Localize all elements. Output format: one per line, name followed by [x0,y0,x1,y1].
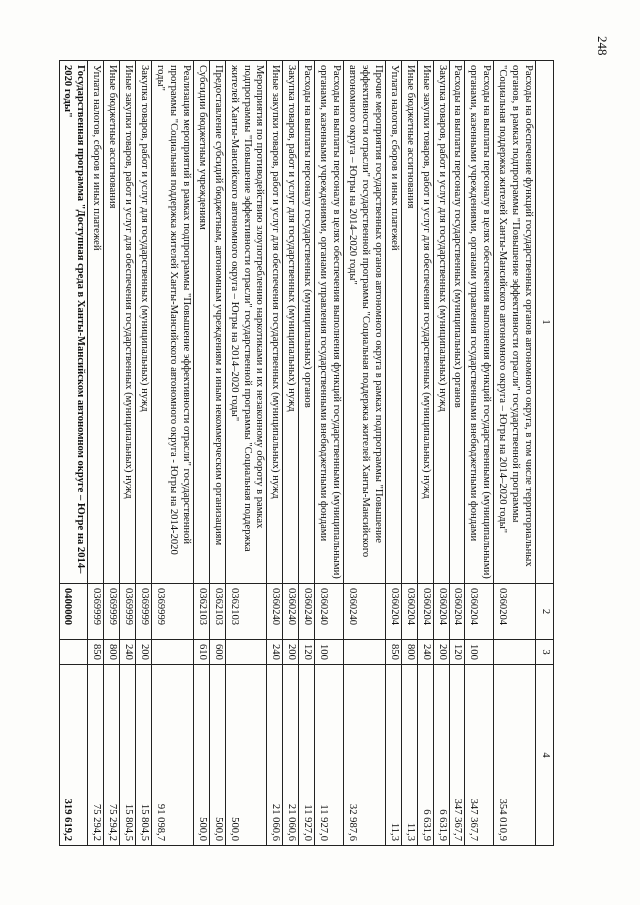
table-row [88,61,104,846]
table-row [299,61,315,846]
row-expense-type: 100 [315,640,344,665]
header-col-2: 2 [536,584,554,640]
row-code: 0360240 [344,584,386,640]
row-name: Иные закупки товаров, работ и услуг для обеспечения государственных (муниципальных) нужд [267,61,283,584]
table-row [193,61,209,846]
row-amount: 319 619,2 [59,665,88,846]
row-amount: 500,0 [225,665,267,846]
table-row [152,61,194,846]
row-name: Расходы на выплаты персоналу в целях обеспечения выполнения функций государственными (муниципальными) органами, казенными учреждениями, органами управления государственными внебюджетными фондами [315,61,344,584]
row-code: 0369999 [88,584,104,640]
header-col-1: 1 [536,61,554,584]
row-name: Закупка товаров, работ и услуг для государственных (муниципальных) нужд [433,61,449,584]
row-name: Закупка товаров, работ и услуг для государственных (муниципальных) нужд [283,61,299,584]
row-expense-type: 240 [120,640,136,665]
header-row [536,61,554,846]
row-expense-type: 600 [209,640,225,665]
row-code: 0400000 [59,584,88,640]
row-name: Закупка товаров, работ и услуг для государственных (муниципальных) нужд [136,61,152,584]
table-row [449,61,465,846]
row-amount: 11 927,0 [315,665,344,846]
table-body [59,61,536,846]
row-code: 0360240 [267,584,283,640]
row-code: 0369999 [136,584,152,640]
row-amount: 32 987,6 [344,665,386,846]
row-amount: 21 060,6 [283,665,299,846]
table-row [385,61,401,846]
row-expense-type: 240 [267,640,283,665]
table-row [209,61,225,846]
row-amount: 91 098,7 [152,665,194,846]
row-amount: 15 804,5 [120,665,136,846]
row-code: 0369999 [152,584,194,640]
table-row [225,61,267,846]
row-expense-type [225,640,267,665]
row-amount: 6 631,9 [417,665,433,846]
row-name: Расходы на выплаты персоналу государственных (муниципальных) органов [299,61,315,584]
table-row [344,61,386,846]
row-expense-type: 120 [449,640,465,665]
table-row [136,61,152,846]
row-amount: 11,3 [401,665,417,846]
row-name: Предоставление субсидий бюджетным, автономным учреждениям и иным некоммерческим организациям [209,61,225,584]
row-name: Прочие мероприятия государственных органов автономного округа в рамках подпрограммы "Повышение эффективности отрасли" государственной программы "Социальная поддержка жителей Ханты-Мансийского автономного округа – Югры на 2014–2020 годы" [344,61,386,584]
row-expense-type: 800 [401,640,417,665]
table-row [267,61,283,846]
row-code: 0369999 [120,584,136,640]
row-name: Расходы на выплаты персоналу в целях обеспечения выполнения функций государственными (муниципальными) органами, казенными учреждениями, органами управления государственными внебюджетными фондами [465,61,494,584]
row-name: Уплата налогов, сборов и иных платежей [88,61,104,584]
row-code: 0360204 [494,584,536,640]
row-name: Иные закупки товаров, работ и услуг для обеспечения государственных (муниципальных) нужд [120,61,136,584]
row-amount: 21 060,6 [267,665,283,846]
row-amount: 347 367,7 [449,665,465,846]
row-amount: 500,0 [193,665,209,846]
row-amount: 354 010,9 [494,665,536,846]
row-expense-type: 200 [283,640,299,665]
row-code: 0362103 [209,584,225,640]
budget-table [59,60,554,846]
row-code: 0362103 [225,584,267,640]
row-expense-type: 850 [385,640,401,665]
row-code: 0360240 [315,584,344,640]
row-code: 0362103 [193,584,209,640]
row-expense-type: 100 [465,640,494,665]
header-col-4: 4 [536,665,554,846]
row-expense-type: 850 [88,640,104,665]
row-code: 0360204 [401,584,417,640]
header-col-3: 3 [536,640,554,665]
row-amount: 11,3 [385,665,401,846]
table-row [465,61,494,846]
row-code: 0369999 [104,584,120,640]
row-expense-type: 610 [193,640,209,665]
row-expense-type [344,640,386,665]
row-name: Субсидии бюджетным учреждениям [193,61,209,584]
row-amount: 75 294,2 [88,665,104,846]
table-row [433,61,449,846]
row-code: 0360204 [449,584,465,640]
row-amount: 11 927,0 [299,665,315,846]
row-expense-type: 200 [136,640,152,665]
table-row [283,61,299,846]
row-name: Иные закупки товаров, работ и услуг для обеспечения государственных (муниципальных) нужд [417,61,433,584]
row-name: Уплата налогов, сборов и иных платежей [385,61,401,584]
row-amount: 6 631,9 [433,665,449,846]
row-code: 0360204 [385,584,401,640]
row-expense-type: 120 [299,640,315,665]
table-row [494,61,536,846]
row-code: 0360204 [465,584,494,640]
table-row [315,61,344,846]
row-amount: 75 294,2 [104,665,120,846]
row-amount: 500,0 [209,665,225,846]
row-name: Расходы на обеспечение функций государственных органов автономного округа, в том числе территориальных органов, в рамках подпрограммы "Повышение эффективности отрасли" государственной программы "Социальная поддержка жителей Ханты-Мансийского автономного округа – Югры на 2014–2020 годы" [494,61,536,584]
row-expense-type [494,640,536,665]
row-name: Иные бюджетные ассигнования [401,61,417,584]
row-name: Иные бюджетные ассигнования [104,61,120,584]
row-expense-type: 800 [104,640,120,665]
row-name: Реализация мероприятий в рамках подпрограммы "Повышение эффективности отрасли" государственной программы "Социальная поддержка жителей Ханты-Мансийского автономного округа - Югры на 2014-2020 годы" [152,61,194,584]
row-expense-type: 200 [433,640,449,665]
page-number: 248 [595,36,610,56]
row-name: Расходы на выплаты персоналу государственных (муниципальных) органов [449,61,465,584]
row-expense-type [59,640,88,665]
row-name: Мероприятия по противодействию злоупотреблению наркотиками и их незаконному обороту в рамках подпрограммы "Повышение эффективности отрасли" государственной программы "Социальная поддержка жителей Ханты-Мансийского автономного округа – Югры на 2014–2020 годы" [225,61,267,584]
row-code: 0360240 [283,584,299,640]
row-code: 0360204 [417,584,433,640]
row-code: 0360240 [299,584,315,640]
row-code: 0360204 [433,584,449,640]
row-amount: 15 804,5 [136,665,152,846]
row-name: Государственная программа "Доступная среда в Ханты-Мансийском автономном округе – Югре на 2014–2020 годы" [59,61,88,584]
table-row [104,61,120,846]
row-expense-type [152,640,194,665]
table-row [120,61,136,846]
row-expense-type: 240 [417,640,433,665]
table-row [59,61,88,846]
table-row [401,61,417,846]
table-row [417,61,433,846]
row-amount: 347 367,7 [465,665,494,846]
